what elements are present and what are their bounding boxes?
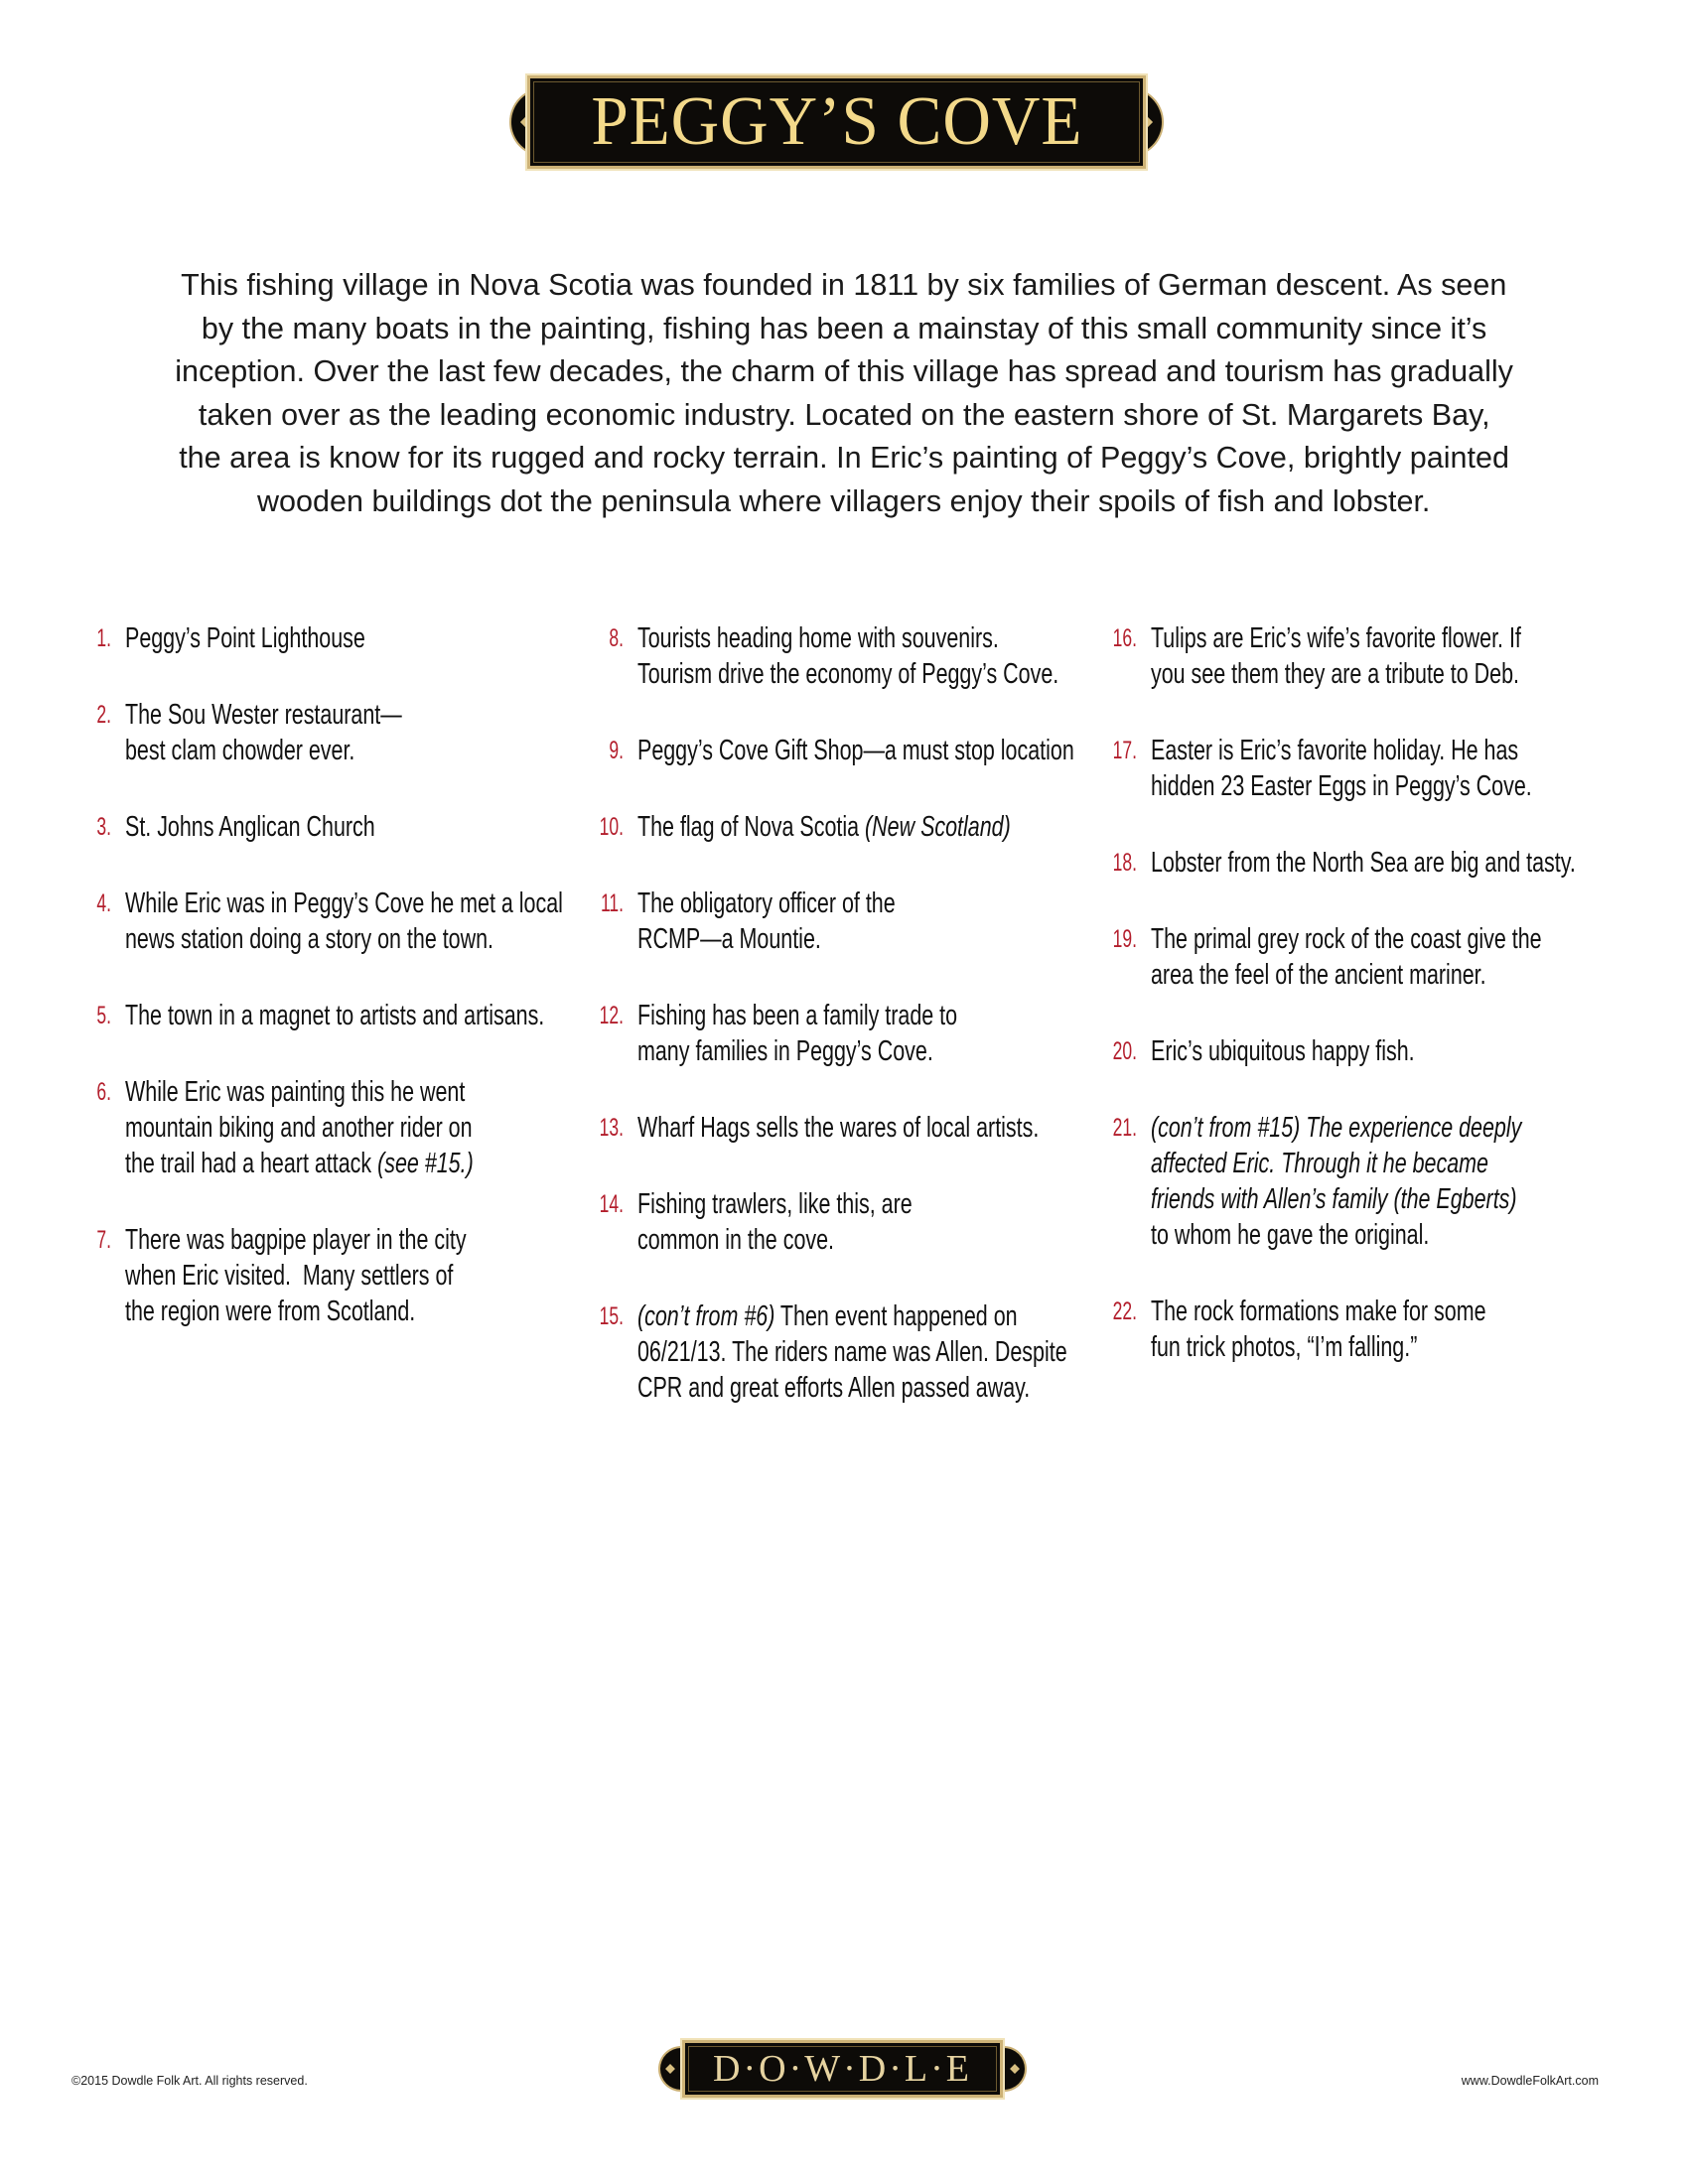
- list-item-line: [637, 620, 1058, 656]
- italic-note: affected Eric. Through it he became: [1151, 1148, 1488, 1179]
- list-item-number: 18.: [1112, 849, 1137, 877]
- list-item-line: [1151, 921, 1542, 957]
- text-segment: the trail had a heart attack: [125, 1148, 378, 1179]
- list-item-line: [125, 998, 544, 1033]
- list-item-line: [637, 733, 1074, 768]
- text-segment: area the feel of the ancient mariner.: [1151, 959, 1486, 991]
- list-item: [60, 886, 576, 957]
- list-item-number: 16.: [1112, 624, 1137, 652]
- list-item: [1075, 1294, 1631, 1365]
- page-title: PEGGY’S COVE: [590, 83, 1082, 160]
- list-item-text: [1151, 1294, 1604, 1365]
- list-item-text: [1151, 845, 1688, 881]
- list-item-number: 21.: [1112, 1114, 1137, 1142]
- list-item-number: 22.: [1112, 1297, 1137, 1325]
- list-item-text: [125, 697, 499, 768]
- list-item-number: 15.: [599, 1302, 624, 1330]
- list-item: [60, 1074, 576, 1181]
- text-segment: The obligatory officer of the: [637, 887, 896, 919]
- list-item: [1075, 1110, 1631, 1253]
- italic-note: friends with Allen’s family (the Egberts): [1151, 1183, 1517, 1215]
- list-item-line: [1151, 733, 1532, 768]
- list-item-number: 6.: [96, 1078, 111, 1106]
- list-item-line: [637, 998, 957, 1033]
- list-item-number: 14.: [599, 1190, 624, 1218]
- list-item-line: [125, 1074, 474, 1110]
- list-item: [566, 1110, 1102, 1146]
- text-segment: While Eric was painting this he went: [125, 1076, 466, 1108]
- intro-line: wooden buildings dot the peninsula where villagers enjoy their spoils of fish and lobster.: [257, 482, 1431, 518]
- list-item-number: 4.: [96, 889, 111, 917]
- text-segment: fun trick photos, “I’m falling.”: [1151, 1331, 1418, 1363]
- list-item-line: [1151, 957, 1542, 993]
- text-segment: many families in Peggy’s Cove.: [637, 1035, 933, 1067]
- logo-plate: [682, 2040, 1003, 2098]
- list-item-line: [125, 620, 365, 656]
- list-item-line: [637, 1222, 913, 1258]
- text-segment: Fishing has been a family trade to: [637, 1000, 958, 1031]
- list-item-line: [125, 921, 563, 957]
- text-segment: Peggy’s Point Lighthouse: [125, 622, 365, 654]
- text-segment: St. Johns Anglican Church: [125, 811, 375, 843]
- list-item: [60, 809, 576, 845]
- text-segment: Fishing trawlers, like this, are: [637, 1188, 913, 1220]
- list-item-line: [125, 733, 402, 768]
- list-item: [1075, 845, 1631, 881]
- list-item-line: [1151, 1033, 1415, 1069]
- list-item: [566, 809, 1102, 845]
- list-item-number: 17.: [1112, 737, 1137, 764]
- text-segment: Eric’s ubiquitous happy fish.: [1151, 1035, 1415, 1067]
- list-item-number: 8.: [609, 624, 624, 652]
- intro-line: taken over as the leading economic industry. Located on the eastern shore of St. Margarets Bay,: [198, 396, 1490, 432]
- text-segment: Lobster from the North Sea are big and tasty.: [1151, 847, 1576, 879]
- list-item-line: [637, 1334, 1067, 1370]
- text-segment: While Eric was in Peggy’s Cove he met a local: [125, 887, 563, 919]
- text-segment: The rock formations make for some: [1151, 1296, 1486, 1327]
- italic-note: (New Scotland): [865, 811, 1011, 843]
- text-segment: best clam chowder ever.: [125, 735, 355, 766]
- list-item-number: 12.: [599, 1002, 624, 1029]
- list-item-number: 2.: [96, 701, 111, 729]
- list-item-line: [125, 1294, 467, 1329]
- text-segment: mountain biking and another rider on: [125, 1112, 473, 1144]
- list-item-number: 20.: [1112, 1037, 1137, 1065]
- list-item-number: 10.: [599, 813, 624, 841]
- list-column-2: [566, 620, 1102, 1446]
- italic-note: (see #15.): [377, 1148, 474, 1179]
- list-item-line: [637, 1298, 1067, 1334]
- text-segment: There was bagpipe player in the city: [125, 1224, 467, 1256]
- list-item-number: 9.: [609, 737, 624, 764]
- intro-paragraph: [99, 263, 1589, 523]
- list-item-line: [125, 886, 563, 921]
- list-item-number: 13.: [599, 1114, 624, 1142]
- text-segment: the region were from Scotland.: [125, 1296, 416, 1327]
- text-segment: common in the cove.: [637, 1224, 835, 1256]
- list-item-line: [637, 809, 1011, 845]
- text-segment: Wharf Hags sells the wares of local artists.: [637, 1112, 1040, 1144]
- list-item-text: [125, 809, 463, 845]
- list-item: [60, 1222, 576, 1329]
- text-segment: Then event happened on: [774, 1300, 1018, 1332]
- list-item-line: [1151, 1181, 1521, 1217]
- list-item-number: 19.: [1112, 925, 1137, 953]
- list-item: [566, 620, 1102, 692]
- italic-note: (con’t from #15) The experience deeply: [1151, 1112, 1522, 1144]
- list-item: [60, 998, 576, 1033]
- list-item-line: [125, 1146, 474, 1181]
- list-item-text: [1151, 620, 1651, 692]
- list-item-line: [1151, 656, 1521, 692]
- text-segment: RCMP—a Mountie.: [637, 923, 821, 955]
- list-item-line: [1151, 1110, 1521, 1146]
- list-item-text: [125, 620, 450, 656]
- list-item-line: [1151, 845, 1576, 881]
- text-segment: Tulips are Eric’s wife’s favorite flower. If: [1151, 622, 1521, 654]
- title-plate: [527, 75, 1146, 169]
- text-segment: Tourists heading home with souvenirs.: [637, 622, 999, 654]
- text-segment: Easter is Eric’s favorite holiday. He has: [1151, 735, 1519, 766]
- text-segment: when Eric visited. Many settlers of: [125, 1260, 454, 1292]
- list-item-line: [637, 921, 896, 957]
- list-item-text: [1151, 1033, 1507, 1069]
- list-item-line: [637, 1186, 913, 1222]
- list-item: [60, 620, 576, 656]
- list-item-number: 11.: [600, 889, 624, 917]
- list-item: [566, 886, 1102, 957]
- list-item-line: [125, 1110, 474, 1146]
- list-item-line: [637, 1370, 1067, 1406]
- list-item: [566, 998, 1102, 1069]
- text-segment: 06/21/13. The riders name was Allen. Despite: [637, 1336, 1067, 1368]
- text-segment: The flag of Nova Scotia: [637, 811, 866, 843]
- list-item-number: 1.: [96, 624, 111, 652]
- intro-line: the area is know for its rugged and rocky terrain. In Eric’s painting of Peggy’s Cove, brightly painted: [179, 440, 1509, 476]
- list-item-line: [1151, 1217, 1521, 1253]
- logo-text: D·O·W·D·L·E: [713, 2048, 972, 2090]
- list-item-text: [125, 1222, 586, 1329]
- list-item-line: [125, 809, 375, 845]
- copyright-notice: ©2015 Dowdle Folk Art. All rights reserved.: [71, 2074, 308, 2088]
- text-segment: CPR and great efforts Allen passed away.: [637, 1372, 1031, 1404]
- list-item-line: [1151, 620, 1521, 656]
- list-item-line: [125, 1258, 467, 1294]
- list-item-line: [637, 656, 1058, 692]
- list-item-line: [637, 1033, 957, 1069]
- website-link[interactable]: www.DowdleFolkArt.com: [1461, 2074, 1599, 2088]
- dowdle-logo: [660, 2040, 1025, 2098]
- list-item-line: [125, 697, 402, 733]
- list-item-number: 7.: [96, 1226, 111, 1254]
- intro-line: by the many boats in the painting, fishing has been a mainstay of this small community since it’s: [201, 310, 1487, 345]
- list-item-text: [1151, 733, 1666, 804]
- list-item-line: [125, 1222, 467, 1258]
- title-sign: [511, 75, 1162, 169]
- text-segment: news station doing a story on the town.: [125, 923, 494, 955]
- list-item: [566, 733, 1102, 768]
- list-item: [1075, 733, 1631, 804]
- text-segment: The town in a magnet to artists and artisans.: [125, 1000, 545, 1031]
- list-item-line: [1151, 1294, 1486, 1329]
- list-item-number: 3.: [96, 813, 111, 841]
- list-item: [1075, 620, 1631, 692]
- text-segment: The Sou Wester restaurant—: [125, 699, 402, 731]
- list-item: [1075, 1033, 1631, 1069]
- list-item-text: [1151, 1110, 1652, 1253]
- text-segment: Peggy’s Cove Gift Shop—a must stop location: [637, 735, 1074, 766]
- list-item-text: [1151, 921, 1679, 993]
- italic-note: (con’t from #6): [637, 1300, 775, 1332]
- intro-line: This fishing village in Nova Scotia was founded in 1811 by six families of German descent. As seen: [181, 267, 1507, 302]
- list-item-line: [1151, 1329, 1486, 1365]
- text-segment: to whom he gave the original.: [1151, 1219, 1430, 1251]
- list-item-text: [637, 886, 986, 957]
- list-column-3: [1075, 620, 1631, 1406]
- list-item-line: [637, 886, 896, 921]
- list-item-text: [637, 1186, 1009, 1258]
- list-item: [566, 1298, 1102, 1406]
- text-segment: Tourism drive the economy of Peggy’s Cove.: [637, 658, 1059, 690]
- list-item-text: [637, 809, 1142, 845]
- text-segment: The primal grey rock of the coast give the: [1151, 923, 1542, 955]
- list-item-line: [1151, 768, 1532, 804]
- list-item: [1075, 921, 1631, 993]
- text-segment: you see them they are a tribute to Deb.: [1151, 658, 1519, 690]
- intro-line: inception. Over the last few decades, the charm of this village has spread and tourism has gradually: [175, 353, 1513, 389]
- list-item-text: [125, 1074, 596, 1181]
- list-item: [566, 1186, 1102, 1258]
- text-segment: hidden 23 Easter Eggs in Peggy’s Cove.: [1151, 770, 1532, 802]
- list-item-text: [637, 998, 1069, 1069]
- list-item-line: [637, 1110, 1039, 1146]
- list-item-number: 5.: [96, 1002, 111, 1029]
- list-column-1: [60, 620, 576, 1370]
- list-item: [60, 697, 576, 768]
- list-item-line: [1151, 1146, 1521, 1181]
